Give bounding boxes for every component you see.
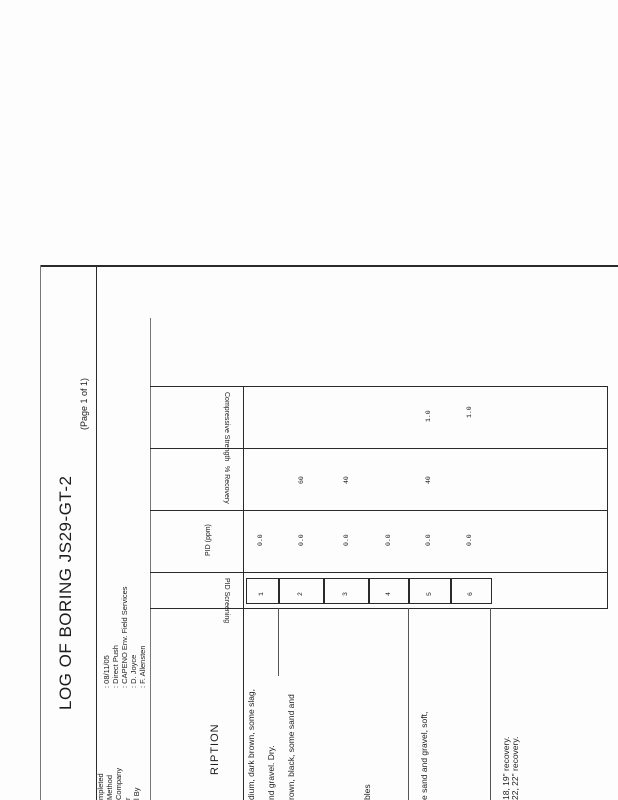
sample-number: 5 — [426, 592, 433, 596]
info-divider — [150, 318, 151, 800]
info-label: l By — [132, 787, 141, 800]
sample-box — [408, 578, 452, 604]
sample-box — [323, 578, 370, 604]
info-label: Company — [114, 767, 123, 800]
desc-divider — [278, 608, 279, 676]
table-right-line — [607, 386, 608, 608]
description-line: e sand and gravel, soft, — [419, 711, 429, 800]
header-divider — [243, 386, 244, 800]
log-title: LOG OF BORING JS29-GT-2 — [56, 475, 75, 710]
info-label: mpleted — [96, 773, 105, 800]
sample-number: 4 — [385, 592, 392, 596]
description-line: 18, 19" recovery. — [501, 736, 511, 800]
frame-top-line — [40, 265, 618, 267]
info-value: : Direct Push — [111, 645, 120, 688]
pid-value: 0.0 — [257, 534, 264, 546]
strength-value: 1.0 — [425, 410, 432, 422]
recovery-value: 40 — [343, 476, 350, 484]
desc-divider — [490, 608, 491, 800]
col-line-recovery — [150, 510, 608, 511]
sample-number: 3 — [342, 592, 349, 596]
info-values — [102, 586, 147, 688]
description-line: nd gravel. Dry. — [266, 745, 276, 800]
pid-value: 0.0 — [343, 534, 350, 546]
col-line-pid — [150, 572, 608, 573]
recovery-value: 40 — [425, 476, 432, 484]
desc-divider — [408, 608, 409, 800]
strength-value: 1.0 — [466, 406, 473, 418]
description-line: 22, 22" recovery. — [510, 736, 520, 800]
description-line: rown, black, some sand and — [286, 694, 296, 800]
sample-number: 2 — [297, 592, 304, 596]
sample-number: 6 — [467, 592, 474, 596]
description-heading: RIPTION — [209, 723, 221, 775]
info-label: Method — [105, 774, 114, 800]
header-recovery: % Recovery — [223, 466, 230, 504]
sample-box — [368, 578, 410, 604]
header-pid: PID (ppm) — [205, 524, 212, 556]
info-value: : CAPENO Env. Field Services — [120, 586, 129, 688]
info-value: : 08/11/05 — [102, 655, 111, 688]
pid-value: 0.0 — [425, 534, 432, 546]
col-line-strength — [150, 448, 608, 449]
recovery-value: 60 — [298, 476, 305, 484]
header-compressive-strength: Compressive Strength — [223, 392, 230, 462]
sample-box — [246, 578, 280, 604]
info-value: : F. Allensten — [138, 645, 147, 688]
page-label: (Page 1 of 1) — [79, 377, 89, 430]
sample-number: 1 — [258, 592, 265, 596]
table-top-line — [150, 386, 608, 387]
info-value: : D. Joyce — [129, 654, 138, 688]
info-label: r — [123, 797, 132, 800]
sample-box — [278, 578, 325, 604]
frame-left-line — [40, 265, 41, 800]
description-line: bles — [362, 784, 372, 800]
pid-value: 0.0 — [385, 534, 392, 546]
description-line: dium, dark brown, some slag, — [246, 688, 256, 800]
title-divider — [96, 265, 97, 800]
col-line-screening — [150, 608, 608, 609]
pid-value: 0.0 — [466, 534, 473, 546]
info-labels — [96, 768, 141, 800]
pid-value: 0.0 — [298, 534, 305, 546]
sample-box — [450, 578, 492, 604]
header-pid-screening: PID Screening — [223, 578, 230, 624]
